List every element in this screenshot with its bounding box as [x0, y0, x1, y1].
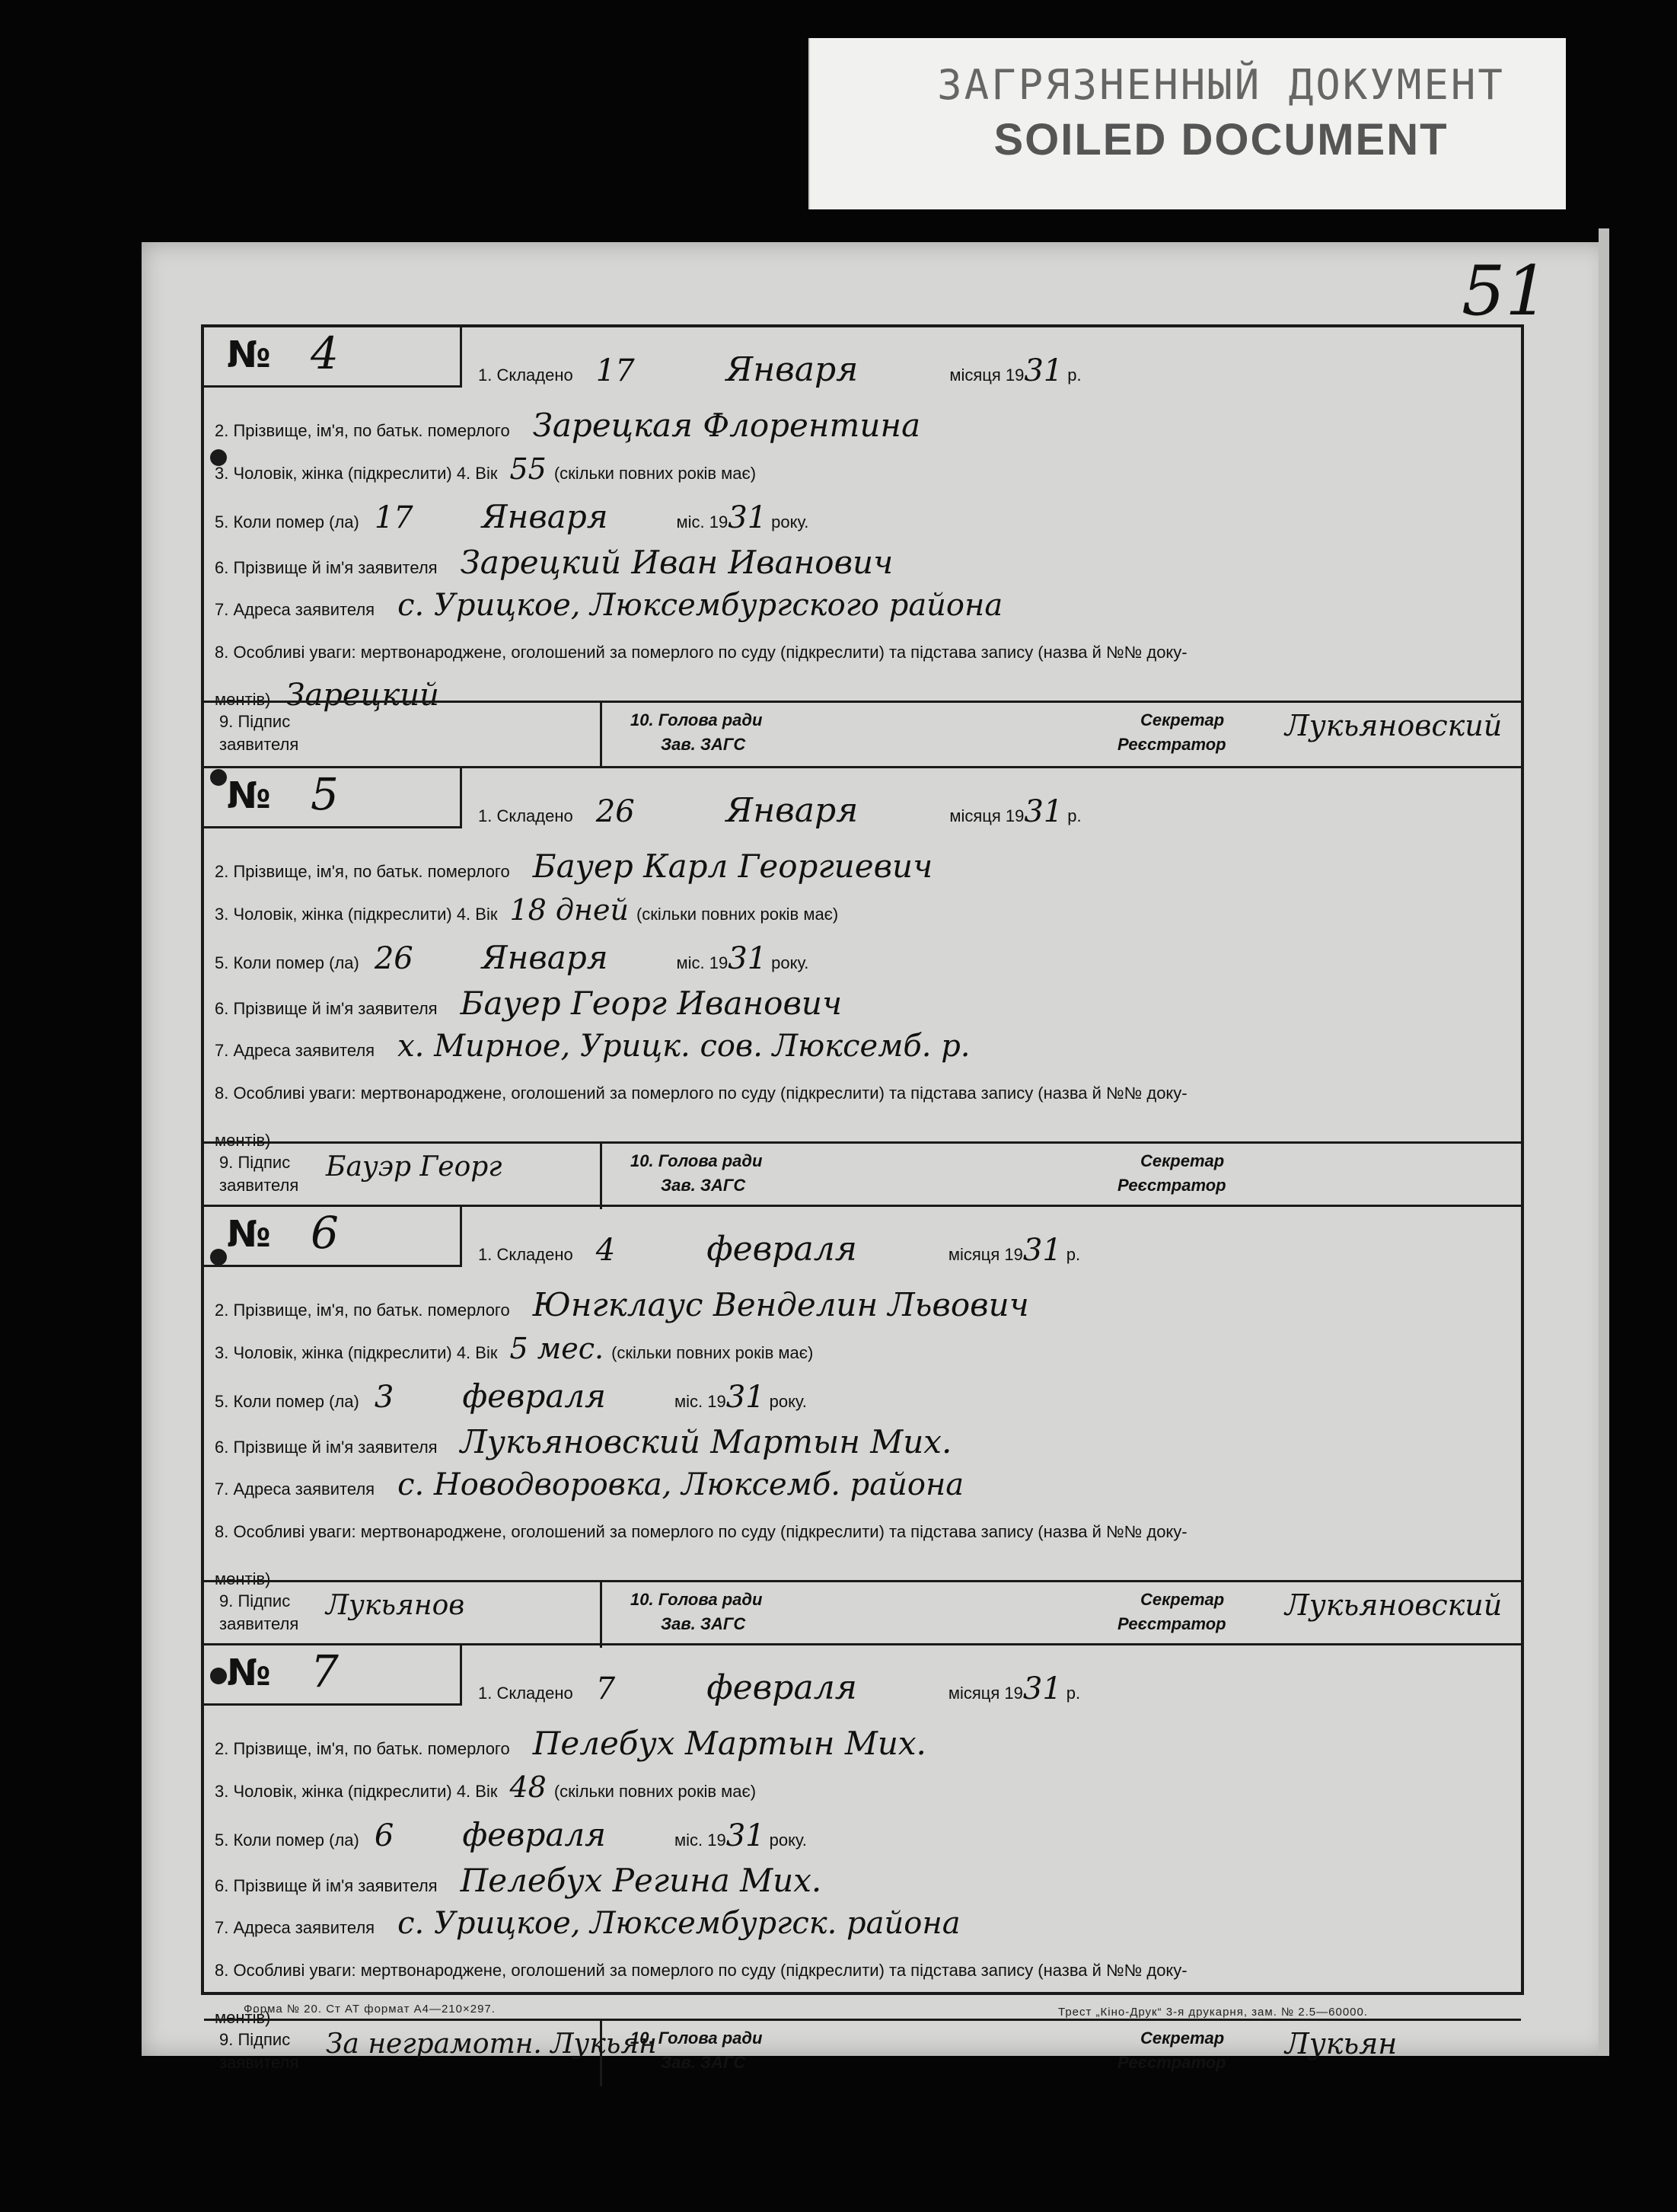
applicant-label: 6. Прізвище й ім'я заявителя — [215, 558, 438, 577]
year-suffix: р. — [1067, 806, 1082, 825]
registrar-label: Реєстратор — [1117, 735, 1226, 754]
secretary-signature: Лукьян — [1285, 2027, 1398, 2060]
sex-age-label: 3. Чоловік, жінка (підкреслити) 4. Вік — [215, 905, 498, 924]
form-footer-right: Трест „Кіно-Друк“ 3-я друкарня, зам. № 2.5—60000. — [1058, 2006, 1369, 2019]
death-year: 31 — [728, 941, 767, 976]
applicant-label: 6. Прізвище й ім'я заявителя — [215, 1876, 438, 1895]
form-footer-left: Форма № 20. Ст АТ формат А4—210×297. — [244, 2003, 496, 2016]
notes-label: 8. Особливі уваги: мертвонароджене, оголошений за померлого по суду (підкреслити) та підстава запису (назва й №№ доку- — [215, 1522, 1188, 1541]
month-label: місяця 19 — [949, 806, 1025, 825]
death-date-label: 5. Коли помер (ла) — [215, 953, 359, 972]
form-line — [215, 1906, 961, 1941]
deceased-age: 55 — [509, 452, 547, 486]
record-number: 6 — [311, 1207, 339, 1259]
signature-label: заявителя — [219, 1176, 299, 1195]
signature-label: заявителя — [219, 1614, 299, 1633]
composed-year: 31 — [1022, 1233, 1062, 1268]
form-line — [215, 1522, 1188, 1542]
composed-year: 31 — [1022, 1671, 1062, 1706]
deceased-age: 5 мес. — [509, 1332, 604, 1365]
month-label: місяця 19 — [948, 1245, 1023, 1264]
age-hint: (скільки повних років має) — [553, 464, 757, 483]
form-line — [215, 588, 1003, 623]
composed-month: Января — [725, 350, 859, 389]
line-composed — [478, 350, 1082, 389]
signature-row — [204, 2019, 1521, 2086]
composed-day: 26 — [595, 794, 635, 829]
applicant-address: с. Новодворовка, Люксемб. района — [397, 1467, 964, 1502]
address-label: 7. Адреса заявителя — [215, 1918, 375, 1937]
secretary-label: Секретар — [1140, 1590, 1225, 1609]
death-year: 31 — [725, 1818, 765, 1853]
registry-label: Зав. ЗАГС — [661, 2053, 746, 2072]
notes-value: Зарецкий — [285, 678, 439, 713]
applicant-label: 6. Прізвище й ім'я заявителя — [215, 1438, 438, 1457]
documents-label: ментів) — [215, 1131, 271, 1150]
death-month: февраля — [462, 1816, 606, 1853]
applicant-address: с. Урицкое, Люксембургск. района — [397, 1906, 961, 1941]
deceased-name-label: 2. Прізвище, ім'я, по батьк. померлого — [215, 1301, 510, 1320]
form-line — [215, 1862, 821, 1899]
record-number-box — [204, 327, 462, 388]
death-day: 6 — [374, 1818, 394, 1853]
signature-row — [204, 701, 1521, 768]
sex-age-label: 3. Чоловік, жінка (підкреслити) 4. Вік — [215, 1782, 498, 1801]
head-label: 10. Голова ради — [630, 1151, 763, 1170]
secretary-label: Секретар — [1140, 710, 1225, 729]
signature-row — [204, 1141, 1521, 1209]
registry-label: Зав. ЗАГС — [661, 735, 746, 754]
folio-number: 51 — [1462, 251, 1549, 331]
age-hint: (скільки повних років має) — [636, 905, 839, 924]
death-month-label: міс. 19 — [676, 953, 729, 972]
form-line — [215, 1816, 807, 1853]
signature-label: 9. Підпис — [219, 1153, 291, 1172]
deceased-name-label: 2. Прізвище, ім'я, по батьк. померлого — [215, 421, 510, 440]
form-line — [215, 452, 756, 486]
form-line — [215, 1084, 1188, 1103]
registry-label: Зав. ЗАГС — [661, 1614, 746, 1633]
signature-label: 9. Підпис — [219, 2030, 291, 2049]
address-label: 7. Адреса заявителя — [215, 1479, 375, 1499]
deceased-name-label: 2. Прізвище, ім'я, по батьк. померлого — [215, 862, 510, 881]
secretary-signature: Лукьяновский — [1285, 1588, 1503, 1622]
record-number-box — [204, 1645, 462, 1706]
number-sign: № — [227, 774, 271, 817]
number-sign: № — [227, 1213, 271, 1256]
composed-year: 31 — [1024, 794, 1063, 829]
death-month-label: міс. 19 — [674, 1831, 726, 1850]
death-year: 31 — [728, 500, 767, 535]
deceased-name: Бауер Карл Георгиевич — [532, 847, 933, 885]
composed-label: 1. Складено — [478, 365, 573, 385]
form-line — [215, 1467, 964, 1502]
deceased-age: 48 — [509, 1770, 547, 1804]
head-label: 10. Голова ради — [630, 710, 763, 729]
deceased-name: Зарецкая Флорентина — [532, 407, 921, 444]
death-year-suffix: року. — [769, 1392, 807, 1411]
registrar-label: Реєстратор — [1117, 2053, 1226, 2072]
record-number-box — [204, 768, 462, 828]
death-date-label: 5. Коли помер (ла) — [215, 512, 359, 531]
form-line — [215, 1961, 1188, 1981]
documents-label: ментів) — [215, 2008, 271, 2027]
composed-label: 1. Складено — [478, 1245, 573, 1264]
secretary-signature: Лукьяновский — [1285, 709, 1503, 742]
form-line — [215, 544, 893, 581]
death-month: февраля — [462, 1377, 606, 1415]
composed-day: 17 — [595, 353, 635, 388]
death-date-label: 5. Коли помер (ла) — [215, 1392, 359, 1411]
notes-label: 8. Особливі уваги: мертвонароджене, оголошений за померлого по суду (підкреслити) та підстава запису (назва й №№ доку- — [215, 1084, 1188, 1103]
form-line — [215, 1377, 807, 1415]
applicant-signature-cell — [204, 703, 602, 768]
death-day: 17 — [374, 500, 413, 535]
applicant-name: Зарецкий Иван Иванович — [460, 544, 894, 581]
deceased-age: 18 дней — [509, 893, 629, 927]
year-suffix: р. — [1066, 1684, 1081, 1703]
sex-age-label: 3. Чоловік, жінка (підкреслити) 4. Вік — [215, 1343, 498, 1362]
death-day: 3 — [374, 1380, 394, 1415]
record-number: 5 — [311, 768, 339, 820]
death-day: 26 — [374, 941, 413, 976]
year-suffix: р. — [1067, 365, 1082, 385]
line-composed — [478, 1230, 1080, 1269]
registry-label: Зав. ЗАГС — [661, 1176, 746, 1195]
death-record — [204, 1205, 1521, 1645]
signature-label: 9. Підпис — [219, 1591, 291, 1610]
form-line — [215, 893, 838, 927]
form-line — [215, 985, 842, 1022]
composed-label: 1. Складено — [478, 806, 573, 825]
address-label: 7. Адреса заявителя — [215, 600, 375, 619]
death-month-label: міс. 19 — [674, 1392, 726, 1411]
notes-label: 8. Особливі уваги: мертвонароджене, оголошений за померлого по суду (підкреслити) та підстава запису (назва й №№ доку- — [215, 1961, 1188, 1980]
form-line — [215, 1332, 813, 1365]
record-number: 4 — [311, 327, 339, 379]
head-label: 10. Голова ради — [630, 2028, 763, 2048]
signature-label: 9. Підпис — [219, 712, 291, 731]
death-year-suffix: року. — [771, 512, 809, 531]
form-line — [215, 407, 920, 444]
death-month: Января — [481, 498, 608, 535]
composed-year: 31 — [1024, 353, 1063, 388]
age-hint: (скільки повних років має) — [611, 1343, 814, 1362]
death-year-suffix: року. — [771, 953, 809, 972]
signature-label: заявителя — [219, 735, 299, 754]
address-label: 7. Адреса заявителя — [215, 1041, 375, 1060]
composed-label: 1. Складено — [478, 1684, 573, 1703]
applicant-name: Бауер Георг Иванович — [460, 985, 843, 1022]
applicant-name: Пелебух Регина Мих. — [460, 1862, 822, 1899]
applicant-signature: Лукьянов — [326, 1590, 465, 1621]
death-record — [204, 766, 1521, 1207]
form-line — [215, 939, 808, 976]
signature-row — [204, 1580, 1521, 1648]
month-label: місяця 19 — [948, 1684, 1023, 1703]
applicant-signature: Бауэр Георг — [326, 1151, 502, 1183]
form-line — [215, 847, 933, 885]
composed-month: февраля — [706, 1230, 857, 1269]
form-line — [215, 1029, 971, 1064]
page-edge — [1599, 228, 1609, 2056]
applicant-signature: За неграмотн. Лукьян — [326, 2028, 657, 2060]
deceased-name: Юнгклаус Венделин Львович — [532, 1286, 1029, 1323]
notes-label: 8. Особливі уваги: мертвонароджене, оголошений за померлого по суду (підкреслити) та підстава запису (назва й №№ доку- — [215, 643, 1188, 662]
applicant-address: с. Урицкое, Люксембургского района — [397, 588, 1003, 623]
line-composed — [478, 1668, 1080, 1707]
registrar-label: Реєстратор — [1117, 1176, 1226, 1195]
form-line — [215, 1286, 1029, 1323]
applicant-name: Лукьяновский Мартын Мих. — [460, 1423, 952, 1460]
sex-age-label: 3. Чоловік, жінка (підкреслити) 4. Вік — [215, 464, 498, 483]
death-date-label: 5. Коли помер (ла) — [215, 1831, 359, 1850]
composed-month: февраля — [706, 1668, 857, 1707]
form-line — [215, 1423, 952, 1460]
form-line — [215, 1770, 756, 1804]
month-label: місяця 19 — [949, 365, 1025, 385]
age-hint: (скільки повних років має) — [553, 1782, 757, 1801]
composed-day: 4 — [595, 1233, 616, 1268]
number-sign: № — [227, 334, 271, 376]
deceased-name-label: 2. Прізвище, ім'я, по батьк. померлого — [215, 1739, 510, 1758]
form-line — [215, 498, 808, 535]
record-number-box — [204, 1207, 462, 1267]
form-line — [215, 643, 1188, 662]
registrar-label: Реєстратор — [1117, 1614, 1226, 1633]
line-composed — [478, 791, 1082, 830]
death-year-suffix: року. — [769, 1831, 807, 1850]
form-line — [215, 1725, 926, 1762]
applicant-signature-cell — [204, 1144, 602, 1209]
stamp-line-ru: ЗАГРЯЗНЕННЫЙ ДОКУМЕНТ — [937, 61, 1505, 109]
head-label: 10. Голова ради — [630, 1590, 763, 1609]
death-month: Января — [481, 939, 608, 976]
applicant-signature-cell — [204, 1582, 602, 1648]
record-number: 7 — [311, 1645, 339, 1697]
applicant-address: х. Мирное, Урицк. сов. Люксемб. р. — [397, 1029, 971, 1064]
year-suffix: р. — [1066, 1245, 1081, 1264]
applicant-signature-cell — [204, 2021, 657, 2086]
signature-label: заявителя — [219, 2053, 299, 2072]
documents-label: ментів) — [215, 1569, 271, 1588]
composed-day: 7 — [595, 1671, 616, 1706]
documents-label: ментів) — [215, 690, 271, 709]
soiled-document-stamp — [808, 38, 1566, 209]
secretary-label: Секретар — [1140, 2028, 1225, 2048]
deceased-name: Пелебух Мартын Мих. — [532, 1725, 926, 1762]
death-year: 31 — [725, 1380, 765, 1415]
secretary-label: Секретар — [1140, 1151, 1225, 1170]
composed-month: Января — [725, 791, 859, 830]
death-month-label: міс. 19 — [676, 512, 729, 531]
stamp-line-en: SOILED DOCUMENT — [993, 115, 1449, 164]
death-record — [204, 327, 1521, 766]
applicant-label: 6. Прізвище й ім'я заявителя — [215, 999, 438, 1018]
number-sign: № — [227, 1652, 271, 1694]
